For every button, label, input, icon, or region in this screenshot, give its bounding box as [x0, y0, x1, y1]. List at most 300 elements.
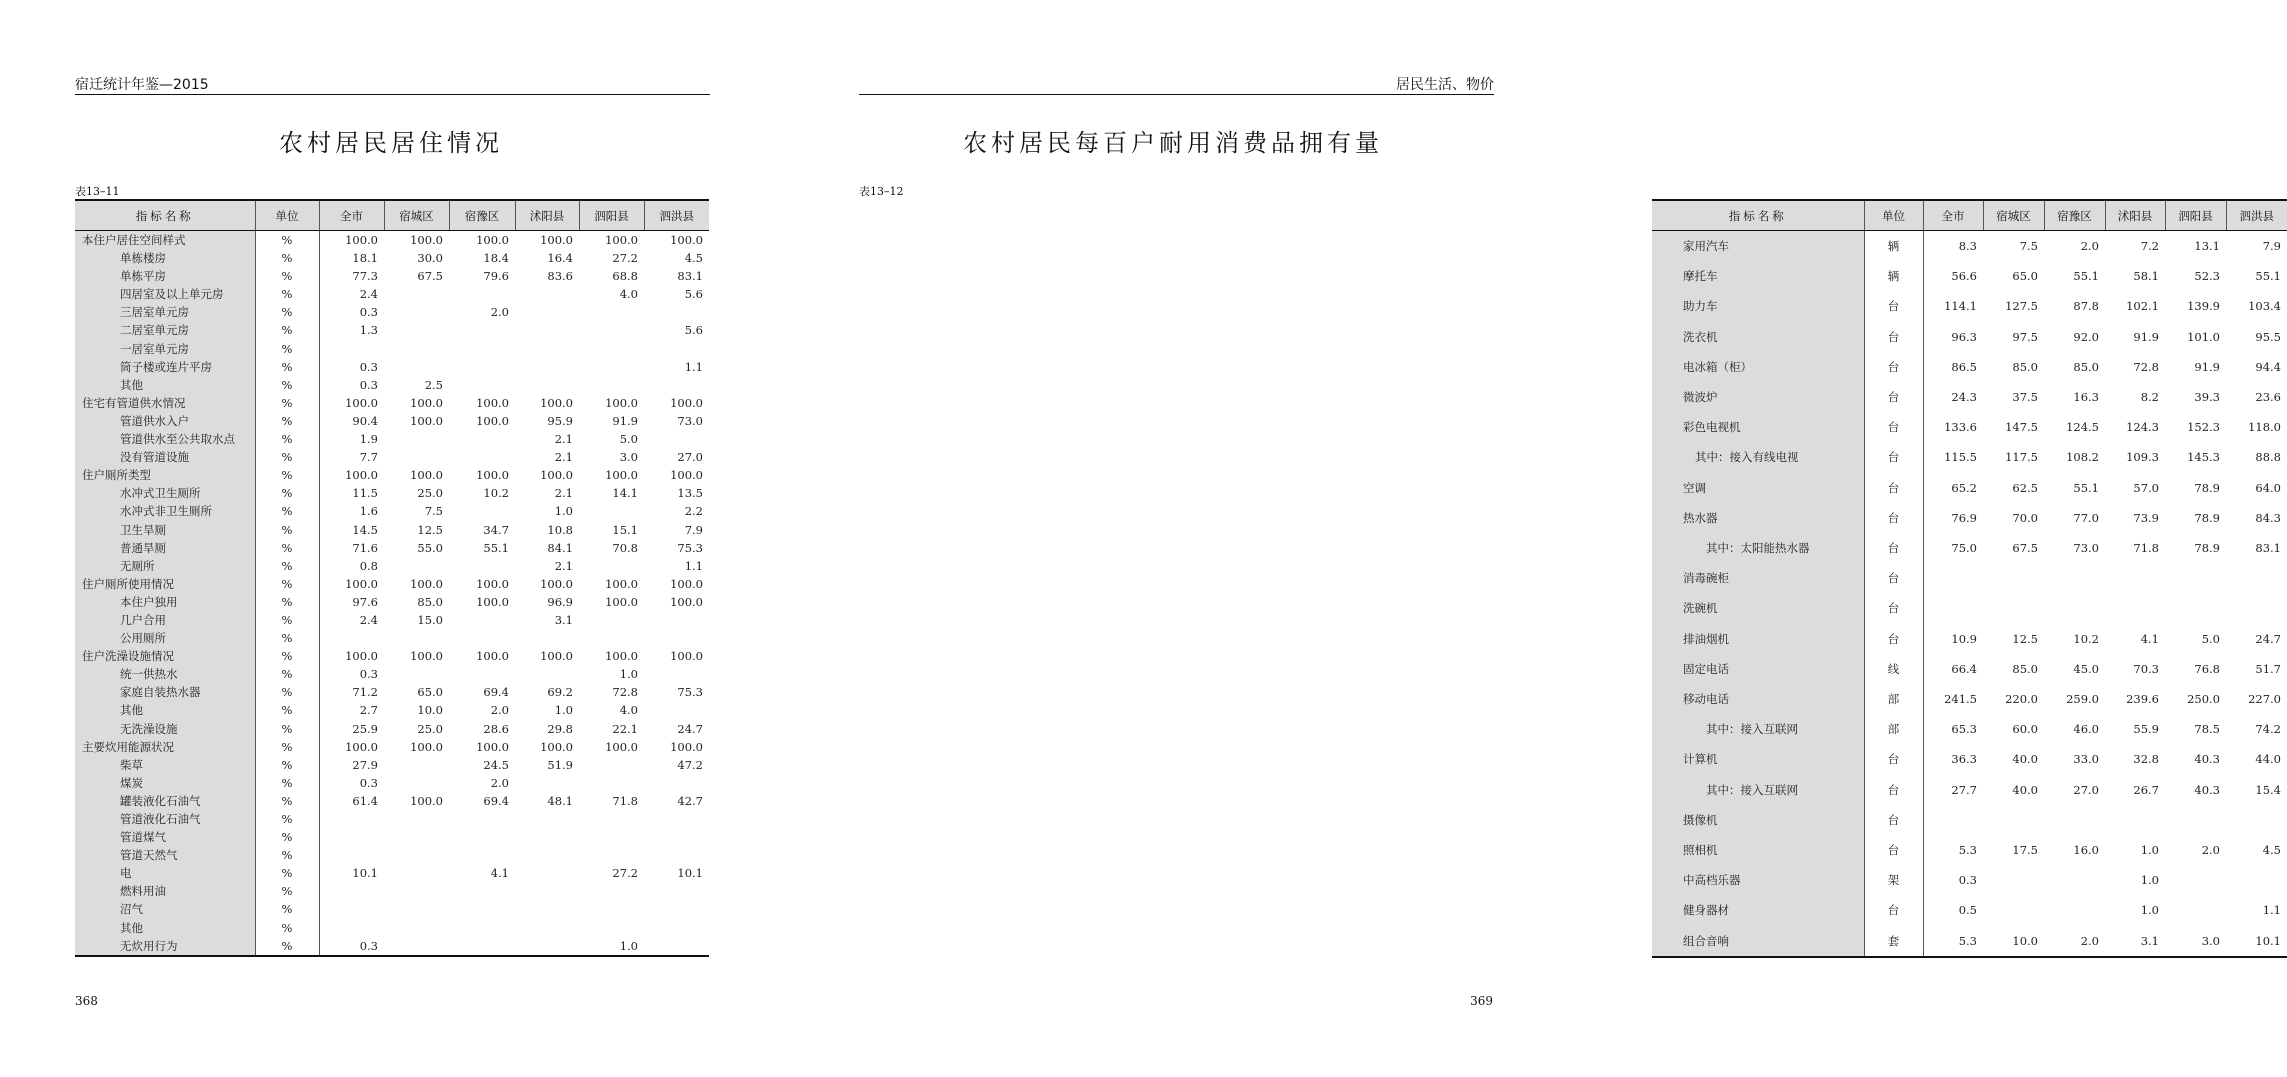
left-page	[0, 0, 793, 1077]
row-label: 排油烟机	[1652, 624, 1864, 654]
cell-sucheng	[384, 285, 449, 303]
row-unit: %	[255, 846, 319, 864]
cell-all-city: 1.9	[359, 432, 378, 447]
cell-suyu: 85.0	[2073, 359, 2099, 374]
cell-suyu: 10.2	[483, 486, 509, 501]
table-row	[75, 647, 709, 665]
row-label: 其他	[75, 376, 255, 394]
cell-shuyang	[515, 358, 579, 376]
row-label: 空调	[1652, 473, 1864, 503]
table-durable-goods	[1652, 199, 2287, 958]
cell-sucheng: 12.5	[2012, 631, 2038, 646]
cell-all-city: 77.3	[352, 269, 378, 284]
cell-siyang	[579, 846, 644, 864]
row-label: 组合音响	[1652, 926, 1864, 957]
cell-suyu: 100.0	[476, 468, 509, 483]
table-row	[1652, 684, 2287, 714]
cell-suyu	[449, 828, 515, 846]
cell-siyang: 15.1	[612, 522, 638, 537]
column-header-sihong: 泗洪县	[2226, 200, 2287, 231]
table-row	[75, 394, 709, 412]
cell-all-city	[319, 882, 384, 900]
cell-suyu: 100.0	[476, 739, 509, 754]
cell-suyu: 27.0	[2073, 782, 2099, 797]
row-unit: %	[255, 521, 319, 539]
cell-all-city	[319, 846, 384, 864]
row-label: 电冰箱（柜）	[1652, 352, 1864, 382]
cell-all-city: 25.9	[352, 721, 378, 736]
cell-sihong: 74.2	[2255, 722, 2281, 737]
cell-sucheng: 85.0	[2012, 359, 2038, 374]
cell-siyang	[2165, 593, 2226, 623]
cell-sihong: 24.7	[677, 721, 703, 736]
row-label: 罐装液化石油气	[75, 792, 255, 810]
row-unit: 台	[1864, 533, 1923, 563]
cell-siyang	[579, 756, 644, 774]
cell-sihong: 100.0	[670, 576, 703, 591]
row-label: 本住户居住空间样式	[75, 231, 255, 250]
cell-shuyang	[2105, 593, 2165, 623]
cell-all-city: 24.3	[1951, 390, 1977, 405]
cell-sihong: 15.4	[2255, 782, 2281, 797]
cell-sucheng	[384, 448, 449, 466]
cell-suyu	[449, 376, 515, 394]
cell-all-city: 14.5	[352, 522, 378, 537]
cell-sihong: 10.1	[2226, 926, 2287, 957]
table-row	[1652, 805, 2287, 835]
cell-all-city	[1923, 593, 1983, 623]
row-unit: 部	[1864, 684, 1923, 714]
cell-suyu: 92.0	[2073, 329, 2099, 344]
row-label: 住户厕所类型	[75, 466, 255, 484]
cell-sihong: 5.6	[684, 287, 703, 302]
row-unit: 台	[1864, 624, 1923, 654]
cell-siyang: 250.0	[2187, 692, 2220, 707]
cell-sihong: 51.7	[2255, 661, 2281, 676]
cell-sihong	[644, 303, 709, 321]
cell-suyu	[449, 629, 515, 647]
cell-siyang: 71.8	[612, 793, 638, 808]
row-unit: %	[255, 412, 319, 430]
cell-all-city: 0.8	[359, 558, 378, 573]
row-label: 热水器	[1652, 503, 1864, 533]
cell-siyang	[579, 828, 644, 846]
cell-sucheng	[384, 864, 449, 882]
cell-shuyang: 29.8	[547, 721, 573, 736]
cell-sucheng: 85.0	[2012, 661, 2038, 676]
column-header-sucheng: 宿城区	[384, 200, 449, 231]
cell-sucheng	[384, 358, 449, 376]
cell-suyu	[449, 321, 515, 339]
cell-all-city: 0.5	[1958, 903, 1977, 918]
cell-sucheng: 100.0	[410, 576, 443, 591]
row-unit: 台	[1864, 412, 1923, 442]
cell-sucheng: 100.0	[410, 468, 443, 483]
cell-shuyang: 51.9	[547, 757, 573, 772]
cell-suyu	[449, 810, 515, 828]
table-row	[1652, 744, 2287, 774]
table-row	[75, 810, 709, 828]
cell-all-city	[319, 340, 384, 358]
cell-siyang	[2165, 563, 2226, 593]
cell-sihong	[644, 701, 709, 719]
row-unit: %	[255, 756, 319, 774]
cell-sihong: 100.0	[670, 233, 703, 247]
cell-shuyang	[515, 665, 579, 683]
column-header-suyu: 宿豫区	[449, 200, 515, 231]
cell-siyang	[579, 303, 644, 321]
row-unit: %	[255, 557, 319, 575]
cell-siyang: 101.0	[2187, 329, 2220, 344]
cell-siyang	[579, 358, 644, 376]
cell-all-city: 0.3	[1958, 873, 1977, 888]
table-row	[75, 738, 709, 756]
cell-siyang	[2165, 895, 2226, 925]
cell-shuyang	[515, 846, 579, 864]
table-row	[75, 665, 709, 683]
cell-all-city: 10.9	[1951, 631, 1977, 646]
column-header-indicator-name: 指标名称	[75, 200, 255, 231]
cell-suyu	[449, 358, 515, 376]
cell-sihong	[644, 774, 709, 792]
table-row	[75, 502, 709, 520]
cell-sihong: 64.0	[2255, 480, 2281, 495]
row-label: 管道煤气	[75, 828, 255, 846]
cell-sucheng	[1983, 593, 2044, 623]
cell-sucheng: 40.0	[2012, 752, 2038, 767]
row-label: 微波炉	[1652, 382, 1864, 412]
cell-shuyang: 100.0	[540, 233, 573, 247]
table-row	[1652, 835, 2287, 865]
cell-siyang: 139.9	[2187, 299, 2220, 314]
cell-sucheng	[384, 900, 449, 918]
running-head: 宿迁统计年鉴—2015	[75, 77, 209, 93]
row-label: 计算机	[1652, 744, 1864, 774]
cell-siyang: 3.0	[2165, 926, 2226, 957]
cell-sihong: 88.8	[2255, 450, 2281, 465]
cell-all-city: 100.0	[345, 395, 378, 410]
cell-sihong	[2226, 593, 2287, 623]
cell-sucheng	[384, 828, 449, 846]
row-label: 几户合用	[75, 611, 255, 629]
cell-sihong	[644, 828, 709, 846]
row-unit: 套	[1864, 926, 1923, 957]
cell-suyu: 18.4	[483, 251, 509, 266]
cell-siyang: 145.3	[2187, 450, 2220, 465]
row-label: 煤炭	[75, 774, 255, 792]
column-header-all-city: 全市	[1923, 200, 1983, 231]
cell-all-city: 1.3	[359, 323, 378, 338]
cell-siyang: 14.1	[612, 486, 638, 501]
row-unit: %	[255, 394, 319, 412]
cell-shuyang	[515, 864, 579, 882]
cell-siyang	[579, 611, 644, 629]
row-unit: 台	[1864, 322, 1923, 352]
right-page	[793, 0, 2281, 1077]
column-header-siyang: 泗阳县	[2165, 200, 2226, 231]
table-row	[1652, 412, 2287, 442]
row-label: 柴草	[75, 756, 255, 774]
cell-shuyang: 100.0	[540, 739, 573, 754]
cell-all-city: 61.4	[352, 793, 378, 808]
row-unit: 台	[1864, 835, 1923, 865]
cell-siyang: 40.3	[2194, 782, 2220, 797]
row-unit: %	[255, 575, 319, 593]
cell-sucheng: 25.0	[417, 486, 443, 501]
cell-suyu: 77.0	[2073, 510, 2099, 525]
cell-sihong	[644, 937, 709, 956]
cell-shuyang	[515, 629, 579, 647]
cell-all-city	[319, 900, 384, 918]
page-number: 368	[75, 994, 98, 1008]
row-label: 摩托车	[1652, 261, 1864, 291]
cell-siyang	[579, 900, 644, 918]
cell-suyu: 2.0	[490, 305, 509, 320]
cell-all-city: 2.4	[359, 287, 378, 302]
column-header-sihong: 泗洪县	[644, 200, 709, 231]
table-row	[75, 231, 709, 250]
cell-suyu: 124.5	[2066, 420, 2099, 435]
row-label: 没有管道设施	[75, 448, 255, 466]
cell-sucheng	[384, 321, 449, 339]
row-label: 单栋楼房	[75, 249, 255, 267]
cell-all-city: 241.5	[1944, 692, 1977, 707]
cell-suyu	[2044, 593, 2105, 623]
cell-sihong: 1.1	[684, 359, 703, 374]
cell-all-city: 100.0	[345, 576, 378, 591]
row-label: 四居室及以上单元房	[75, 285, 255, 303]
cell-sihong	[2226, 865, 2287, 895]
row-label: 水冲式卫生厕所	[75, 484, 255, 502]
row-label: 其中：接入有线电视	[1652, 442, 1864, 472]
cell-suyu: 2.0	[2044, 926, 2105, 957]
cell-suyu: 16.0	[2073, 843, 2099, 858]
cell-siyang	[579, 321, 644, 339]
cell-sihong: 75.3	[677, 685, 703, 700]
cell-all-city	[319, 919, 384, 937]
row-label: 其他	[75, 701, 255, 719]
cell-shuyang	[515, 285, 579, 303]
cell-suyu	[449, 937, 515, 956]
table-row	[1652, 442, 2287, 472]
cell-sucheng	[384, 303, 449, 321]
cell-siyang: 3.0	[619, 450, 638, 465]
table-row	[1652, 593, 2287, 623]
cell-all-city: 0.3	[359, 775, 378, 790]
cell-suyu	[449, 665, 515, 683]
cell-shuyang	[515, 900, 579, 918]
row-unit: %	[255, 285, 319, 303]
cell-sucheng: 40.0	[2012, 782, 2038, 797]
cell-siyang	[579, 376, 644, 394]
column-header-suyu: 宿豫区	[2044, 200, 2105, 231]
cell-sihong	[2226, 563, 2287, 593]
cell-shuyang: 58.1	[2133, 269, 2159, 284]
row-unit: %	[255, 629, 319, 647]
cell-shuyang: 1.0	[2140, 873, 2159, 888]
cell-all-city: 18.1	[352, 251, 378, 266]
row-label: 普通旱厕	[75, 539, 255, 557]
cell-all-city: 0.3	[359, 377, 378, 392]
cell-all-city: 100.0	[345, 233, 378, 247]
cell-all-city	[319, 629, 384, 647]
cell-sucheng	[1983, 563, 2044, 593]
cell-shuyang: 2.1	[554, 558, 573, 573]
table-row	[1652, 533, 2287, 563]
row-label: 管道液化石油气	[75, 810, 255, 828]
cell-suyu	[449, 502, 515, 520]
cell-shuyang: 4.1	[2140, 631, 2159, 646]
cell-siyang	[579, 557, 644, 575]
cell-sihong: 100.0	[670, 594, 703, 609]
cell-sihong	[644, 882, 709, 900]
table-row	[75, 539, 709, 557]
row-unit: 台	[1864, 291, 1923, 321]
cell-shuyang	[515, 340, 579, 358]
cell-sihong	[644, 810, 709, 828]
cell-shuyang: 109.3	[2126, 450, 2159, 465]
row-label: 无厕所	[75, 557, 255, 575]
row-unit: %	[255, 738, 319, 756]
cell-suyu: 69.4	[483, 793, 509, 808]
cell-sihong: 103.4	[2248, 299, 2281, 314]
cell-shuyang: 3.1	[554, 612, 573, 627]
cell-sucheng: 2.5	[424, 377, 443, 392]
cell-sihong	[644, 919, 709, 937]
row-unit: %	[255, 611, 319, 629]
row-unit: %	[255, 774, 319, 792]
table-row	[75, 937, 709, 956]
column-header-shuyang: 沭阳县	[2105, 200, 2165, 231]
cell-shuyang: 55.9	[2133, 722, 2159, 737]
row-unit: %	[255, 267, 319, 285]
cell-sucheng	[384, 882, 449, 900]
cell-suyu: 73.0	[2073, 541, 2099, 556]
cell-sucheng	[1983, 895, 2044, 925]
cell-shuyang: 100.0	[540, 395, 573, 410]
cell-all-city: 2.7	[359, 703, 378, 718]
cell-sihong: 55.1	[2255, 269, 2281, 284]
row-label: 其他	[75, 919, 255, 937]
cell-shuyang	[515, 828, 579, 846]
table-row	[1652, 714, 2287, 744]
row-unit: %	[255, 919, 319, 937]
row-label: 本住户独用	[75, 593, 255, 611]
cell-siyang: 1.0	[619, 667, 638, 682]
cell-shuyang	[515, 303, 579, 321]
cell-sihong: 100.0	[670, 649, 703, 664]
row-unit: 台	[1864, 805, 1923, 835]
row-label: 助力车	[1652, 291, 1864, 321]
table-number: 表13–11	[75, 185, 120, 198]
row-label: 洗衣机	[1652, 322, 1864, 352]
row-label: 水冲式非卫生厕所	[75, 502, 255, 520]
row-unit: 台	[1864, 382, 1923, 412]
page-title: 农村居民居住情况	[279, 129, 503, 157]
cell-all-city: 10.1	[352, 866, 378, 881]
column-header-siyang: 泗阳县	[579, 200, 644, 231]
row-unit: 部	[1864, 714, 1923, 744]
cell-siyang: 4.0	[619, 287, 638, 302]
column-header-sucheng: 宿城区	[1983, 200, 2044, 231]
cell-shuyang: 100.0	[540, 468, 573, 483]
cell-sucheng: 100.0	[410, 739, 443, 754]
cell-sihong: 75.3	[677, 540, 703, 555]
row-unit: 台	[1864, 775, 1923, 805]
cell-sucheng: 37.5	[2012, 390, 2038, 405]
table-row	[1652, 654, 2287, 684]
cell-siyang: 100.0	[605, 739, 638, 754]
cell-shuyang: 73.9	[2133, 510, 2159, 525]
cell-sucheng	[384, 557, 449, 575]
cell-shuyang	[2105, 805, 2165, 835]
row-unit: 台	[1864, 442, 1923, 472]
cell-shuyang: 16.4	[547, 251, 573, 266]
cell-suyu: 34.7	[483, 522, 509, 537]
cell-all-city: 86.5	[1951, 359, 1977, 374]
row-label: 家用汽车	[1652, 231, 1864, 262]
cell-siyang: 13.1	[2194, 239, 2220, 253]
cell-sucheng	[384, 756, 449, 774]
cell-sihong: 4.5	[2262, 843, 2281, 858]
cell-shuyang: 72.8	[2133, 359, 2159, 374]
row-unit: %	[255, 647, 319, 665]
table-row	[1652, 322, 2287, 352]
cell-all-city	[319, 810, 384, 828]
table-row	[75, 448, 709, 466]
cell-sucheng: 10.0	[417, 703, 443, 718]
cell-sucheng: 65.0	[2012, 269, 2038, 284]
cell-sucheng: 12.5	[417, 522, 443, 537]
table-row	[1652, 291, 2287, 321]
row-unit: %	[255, 340, 319, 358]
row-unit: 台	[1864, 895, 1923, 925]
row-label: 彩色电视机	[1652, 412, 1864, 442]
cell-siyang: 4.0	[619, 703, 638, 718]
cell-sihong: 1.1	[2262, 903, 2281, 918]
cell-shuyang: 124.3	[2126, 420, 2159, 435]
cell-all-city: 65.2	[1951, 480, 1977, 495]
cell-shuyang: 3.1	[2105, 926, 2165, 957]
cell-shuyang: 70.3	[2133, 661, 2159, 676]
cell-sucheng: 100.0	[410, 233, 443, 247]
cell-suyu	[449, 430, 515, 448]
cell-all-city: 8.3	[1958, 239, 1977, 253]
cell-siyang: 91.9	[612, 413, 638, 428]
cell-sucheng: 220.0	[2005, 692, 2038, 707]
cell-all-city: 5.3	[1923, 926, 1983, 957]
table-row	[1652, 473, 2287, 503]
table-row	[75, 629, 709, 647]
row-unit: 台	[1864, 563, 1923, 593]
cell-suyu: 100.0	[476, 649, 509, 664]
table-number: 表13–12	[859, 185, 904, 198]
cell-all-city: 115.5	[1944, 450, 1977, 465]
cell-suyu: 2.0	[490, 775, 509, 790]
cell-sihong: 7.9	[684, 522, 703, 537]
cell-siyang	[579, 882, 644, 900]
row-label: 一居室单元房	[75, 340, 255, 358]
row-unit: %	[255, 864, 319, 882]
cell-shuyang: 10.8	[547, 522, 573, 537]
cell-suyu	[449, 882, 515, 900]
table-row	[75, 792, 709, 810]
cell-siyang: 70.8	[612, 540, 638, 555]
cell-shuyang: 100.0	[540, 576, 573, 591]
cell-all-city: 75.0	[1951, 541, 1977, 556]
cell-suyu: 55.1	[483, 540, 509, 555]
cell-sihong: 100.0	[670, 739, 703, 754]
